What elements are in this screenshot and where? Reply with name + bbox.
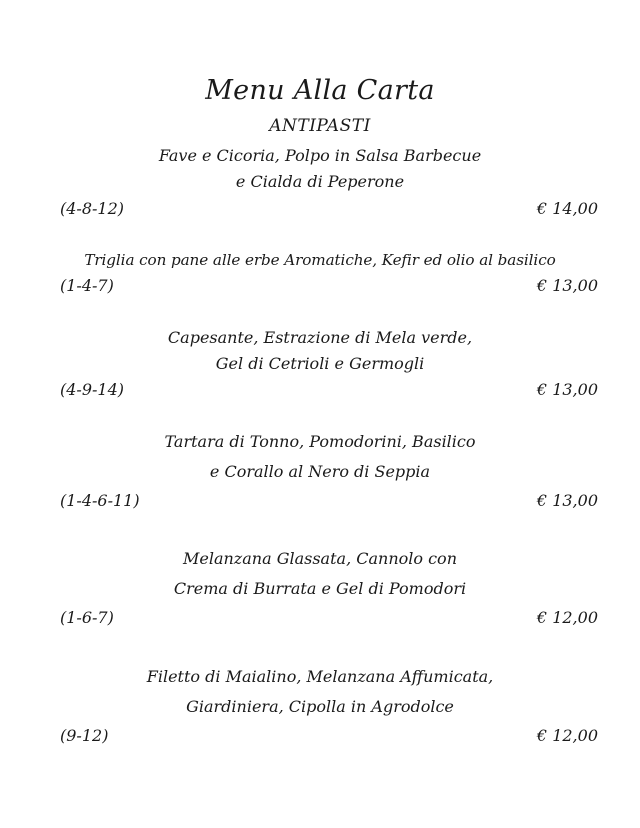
dish-name-line: Crema di Burrata e Gel di Pomodori xyxy=(173,579,467,598)
dish-name-line: Melanzana Glassata, Cannolo con xyxy=(182,549,457,568)
dish-price: € 12,00 xyxy=(536,608,598,627)
dish-name-line: Tartara di Tonno, Pomodorini, Basilico xyxy=(164,432,476,451)
dish-name-line: e Corallo al Nero di Seppia xyxy=(209,462,431,481)
dish-price: € 13,00 xyxy=(536,276,598,295)
dish-allergens: (1-4-6-11) xyxy=(60,491,140,510)
dish-allergens: (1-6-7) xyxy=(60,608,114,627)
menu-title: Menu Alla Carta xyxy=(205,75,435,106)
dish-price: € 12,00 xyxy=(536,726,598,745)
dish-name-line: Gel di Cetrioli e Germogli xyxy=(215,354,425,373)
dish-allergens: (9-12) xyxy=(60,726,109,745)
dish-price: € 14,00 xyxy=(536,199,598,218)
dish-name-line: e Cialda di Peperone xyxy=(235,172,405,191)
dish-allergens: (4-8-12) xyxy=(60,199,125,218)
dish-allergens: (1-4-7) xyxy=(60,276,114,295)
dish-name-line: Giardiniera, Cipolla in Agrodolce xyxy=(186,697,454,716)
dish-allergens: (4-9-14) xyxy=(60,380,125,399)
section-heading-antipasti: ANTIPASTI xyxy=(269,116,371,136)
dish-name-line: Fave e Cicoria, Polpo in Salsa Barbecue xyxy=(158,146,482,165)
dish-name-line: Filetto di Maialino, Melanzana Affumicata, xyxy=(146,667,494,686)
dish-name-line: Capesante, Estrazione di Mela verde, xyxy=(167,328,473,347)
dish-price: € 13,00 xyxy=(536,380,598,399)
dish-name-line: Triglia con pane alle erbe Aromatiche, Kefir ed olio al basilico xyxy=(84,251,556,269)
dish-price: € 13,00 xyxy=(536,491,598,510)
